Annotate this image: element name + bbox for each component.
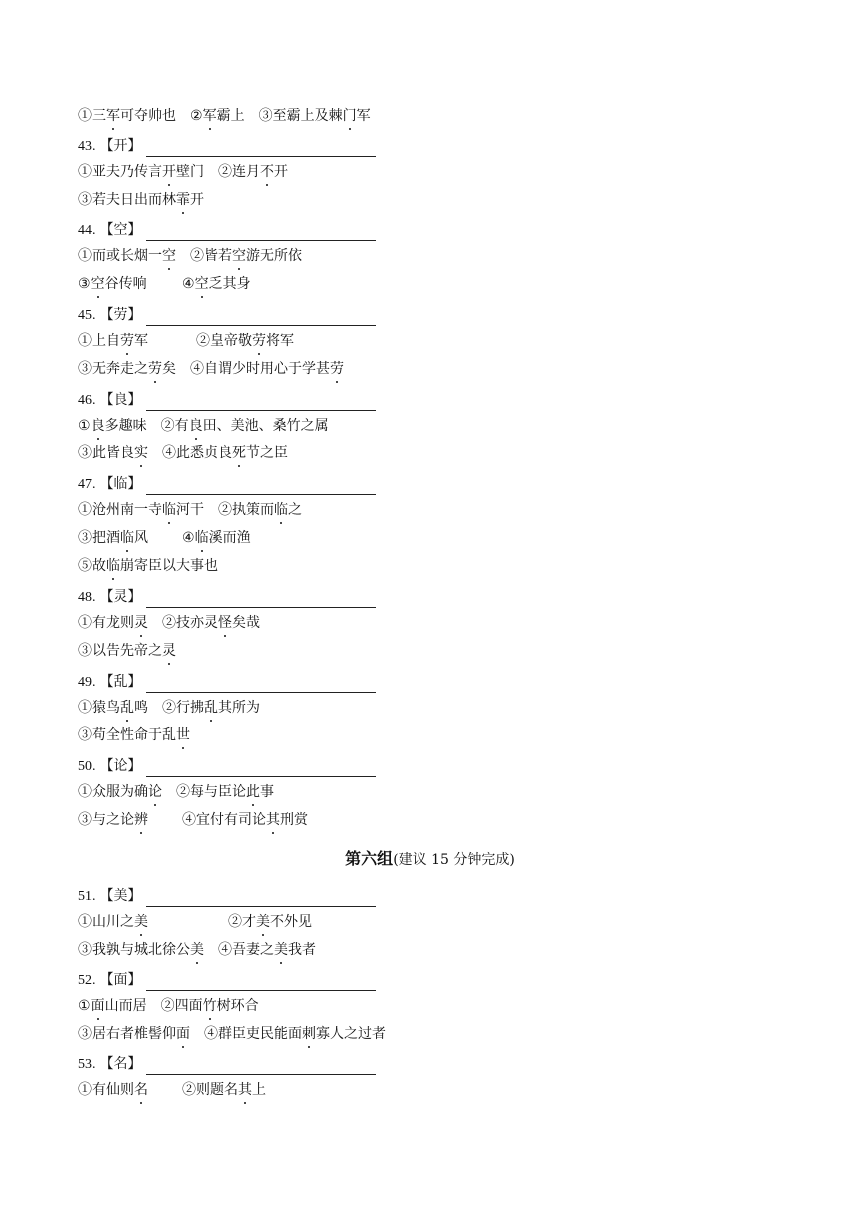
text-line <box>78 136 376 157</box>
option-text: ②才美不外见 <box>228 914 312 930</box>
answer-blank[interactable] <box>146 678 376 693</box>
emphasis-dot: 辨 <box>134 812 148 828</box>
emphasis-dot: 其 <box>266 812 280 828</box>
option-text: ③居右者椎髻仰面 <box>78 1026 190 1042</box>
answer-blank[interactable] <box>146 226 376 241</box>
option-text: ①亚夫乃传言开壁门 <box>78 164 204 180</box>
question-keyword: 【乱】 <box>99 674 142 690</box>
text-line <box>78 443 288 463</box>
question-number: 53. <box>78 1057 96 1072</box>
question-number: 45. <box>78 308 96 323</box>
text-line <box>78 190 204 210</box>
text-line <box>78 390 376 411</box>
text-line <box>78 725 190 745</box>
emphasis-dot: 临 <box>106 558 120 574</box>
emphasis-dot: 美 <box>190 942 204 958</box>
option-text: ①有仙则名 <box>78 1082 148 1098</box>
text-line <box>78 162 288 182</box>
emphasis-dot: 怪 <box>218 615 232 631</box>
text-line <box>78 220 376 241</box>
option-text: ①上自劳军 <box>78 333 148 349</box>
emphasis-dot: 劳 <box>120 333 134 349</box>
emphasis-dot: 灵 <box>134 615 148 631</box>
option-text: ①众服为确论 <box>78 784 162 800</box>
question-keyword: 【美】 <box>99 888 142 904</box>
option-text: ①三军可夺帅也 <box>78 108 176 124</box>
question-number: 52. <box>78 973 96 988</box>
option-text: ③与之论辨 <box>78 812 148 828</box>
text-line <box>78 996 259 1016</box>
text-line <box>78 810 308 830</box>
option-text: ③此皆良实 <box>78 445 148 461</box>
question-keyword: 【劳】 <box>99 307 142 323</box>
emphasis-dot: 良 <box>90 418 105 434</box>
emphasis-dot: 开 <box>162 164 176 180</box>
option-text: ②则题名其上 <box>182 1082 266 1098</box>
section-heading <box>0 848 860 871</box>
emphasis-dot: 空 <box>232 248 246 264</box>
answer-blank[interactable] <box>146 976 376 991</box>
option-text: ⑤故临崩寄臣以大事也 <box>78 558 218 574</box>
emphasis-dot: 空 <box>90 276 105 292</box>
text-line <box>78 782 274 802</box>
text-line <box>78 1080 266 1100</box>
option-text: ②执策而临之 <box>218 502 302 518</box>
question-number: 50. <box>78 759 96 774</box>
question-number: 48. <box>78 590 96 605</box>
question-keyword: 【面】 <box>99 972 142 988</box>
option-text: ①山川之美 <box>78 914 148 930</box>
question-number: 44. <box>78 223 96 238</box>
emphasis-dot: 竹 <box>202 998 217 1014</box>
emphasis-dot: 名 <box>134 1082 148 1098</box>
emphasis-dot: 不 <box>260 164 274 180</box>
option-text: ①而或长烟一空 <box>78 248 176 264</box>
emphasis-dot: 美 <box>274 942 288 958</box>
emphasis-dot: 临 <box>194 530 209 546</box>
question-number: 43. <box>78 139 96 154</box>
question-keyword: 【开】 <box>99 138 142 154</box>
option-text: ①猿鸟乱鸣 <box>78 700 148 716</box>
option-text: ③空谷传响 <box>78 276 147 292</box>
answer-blank[interactable] <box>146 142 376 157</box>
option-text: ④此悉贞良死节之臣 <box>162 445 288 461</box>
option-text: ②技亦灵怪矣哉 <box>162 615 260 631</box>
question-number: 46. <box>78 393 96 408</box>
option-text: ④空乏其身 <box>182 276 251 292</box>
option-text: ④吾妻之美我者 <box>218 942 316 958</box>
text-line <box>78 331 294 351</box>
option-text: ①面山而居 <box>78 998 147 1014</box>
option-text: ②皇帝敬劳将军 <box>196 333 294 349</box>
emphasis-dot: 临 <box>120 530 134 546</box>
option-text: ①沧州南一寺临河干 <box>78 502 204 518</box>
text-line <box>78 1024 386 1044</box>
emphasis-dot: 其 <box>238 1082 252 1098</box>
emphasis-dot: 死 <box>232 445 246 461</box>
text-line <box>78 305 376 326</box>
answer-blank[interactable] <box>146 593 376 608</box>
option-text: ③把酒临风 <box>78 530 148 546</box>
option-text: ②行拂乱其所为 <box>162 700 260 716</box>
text-line <box>78 672 376 693</box>
question-keyword: 【灵】 <box>99 589 142 605</box>
answer-blank[interactable] <box>146 311 376 326</box>
emphasis-dot: 美 <box>134 914 148 930</box>
question-number: 51. <box>78 889 96 904</box>
emphasis-dot: 劳 <box>148 361 162 377</box>
emphasis-dot: 灵 <box>162 643 176 659</box>
emphasis-dot: 空 <box>194 276 209 292</box>
emphasis-dot: 乱 <box>204 700 218 716</box>
emphasis-dot: 劳 <box>252 333 266 349</box>
text-line <box>78 106 371 126</box>
option-text: ②军霸上 <box>190 108 245 124</box>
emphasis-dot: 实 <box>134 445 148 461</box>
text-line <box>78 1054 376 1075</box>
emphasis-dot: 面 <box>176 1026 190 1042</box>
option-text: ②皆若空游无所依 <box>190 248 302 264</box>
question-keyword: 【良】 <box>99 392 142 408</box>
option-text: ②有良田、美池、桑竹之属 <box>160 418 329 434</box>
question-keyword: 【空】 <box>99 222 142 238</box>
text-line <box>78 886 376 907</box>
text-line <box>78 641 176 661</box>
question-keyword: 【论】 <box>99 758 142 774</box>
text-line <box>78 500 302 520</box>
emphasis-dot: 劳 <box>330 361 344 377</box>
text-line <box>78 756 376 777</box>
question-number: 49. <box>78 675 96 690</box>
text-line <box>78 359 344 379</box>
text-line <box>78 528 251 548</box>
option-text: ③苟全性命于乱世 <box>78 727 190 743</box>
answer-blank[interactable] <box>146 892 376 907</box>
answer-blank[interactable] <box>146 396 376 411</box>
option-text: ④群臣吏民能面刺寡人之过者 <box>204 1026 386 1042</box>
question-keyword: 【临】 <box>99 476 142 492</box>
text-line <box>78 970 376 991</box>
emphasis-dot: 刺 <box>302 1026 316 1042</box>
option-text: ④自谓少时用心于学甚劳 <box>190 361 344 377</box>
option-text: ③以告先帝之灵 <box>78 643 176 659</box>
text-line <box>78 274 251 294</box>
text-line <box>78 246 302 266</box>
text-line <box>78 613 260 633</box>
emphasis-dot: 门 <box>342 108 357 124</box>
text-line <box>78 474 376 495</box>
option-text: ④临溪而渔 <box>182 530 251 546</box>
emphasis-dot: 空 <box>162 248 176 264</box>
section-note: (建议 15 分钟完成) <box>393 852 515 868</box>
emphasis-dot: 美 <box>256 914 270 930</box>
text-line <box>78 940 316 960</box>
text-line <box>78 556 218 576</box>
option-text: ②四面竹树环合 <box>160 998 259 1014</box>
emphasis-dot: 临 <box>162 502 176 518</box>
option-text: ①良多趣味 <box>78 418 147 434</box>
answer-blank[interactable] <box>146 480 376 495</box>
option-text: ③至霸上及棘门军 <box>258 108 371 124</box>
emphasis-dot: 霏 <box>176 192 190 208</box>
text-line <box>78 416 329 436</box>
option-text: ②连月不开 <box>218 164 288 180</box>
emphasis-dot: 良 <box>188 418 203 434</box>
emphasis-dot: 论 <box>148 784 162 800</box>
option-text: ③我孰与城北徐公美 <box>78 942 204 958</box>
text-line <box>78 587 376 608</box>
text-line <box>78 698 260 718</box>
emphasis-dot: 军 <box>106 108 120 124</box>
emphasis-dot: 此 <box>246 784 260 800</box>
option-text: ④宜付有司论其刑赏 <box>182 812 308 828</box>
answer-blank[interactable] <box>146 1060 376 1075</box>
emphasis-dot: 临 <box>274 502 288 518</box>
emphasis-dot: 世 <box>176 727 190 743</box>
question-number: 47. <box>78 477 96 492</box>
option-text: ③若夫日出而林霏开 <box>78 192 204 208</box>
text-line <box>78 912 312 932</box>
emphasis-dot: 军 <box>202 108 217 124</box>
option-text: ①有龙则灵 <box>78 615 148 631</box>
emphasis-dot: 乱 <box>120 700 134 716</box>
section-title: 第六组 <box>345 849 394 868</box>
answer-blank[interactable] <box>146 762 376 777</box>
option-text: ②每与臣论此事 <box>176 784 274 800</box>
emphasis-dot: 面 <box>90 998 105 1014</box>
question-keyword: 【名】 <box>99 1056 142 1072</box>
option-text: ③无奔走之劳矣 <box>78 361 176 377</box>
